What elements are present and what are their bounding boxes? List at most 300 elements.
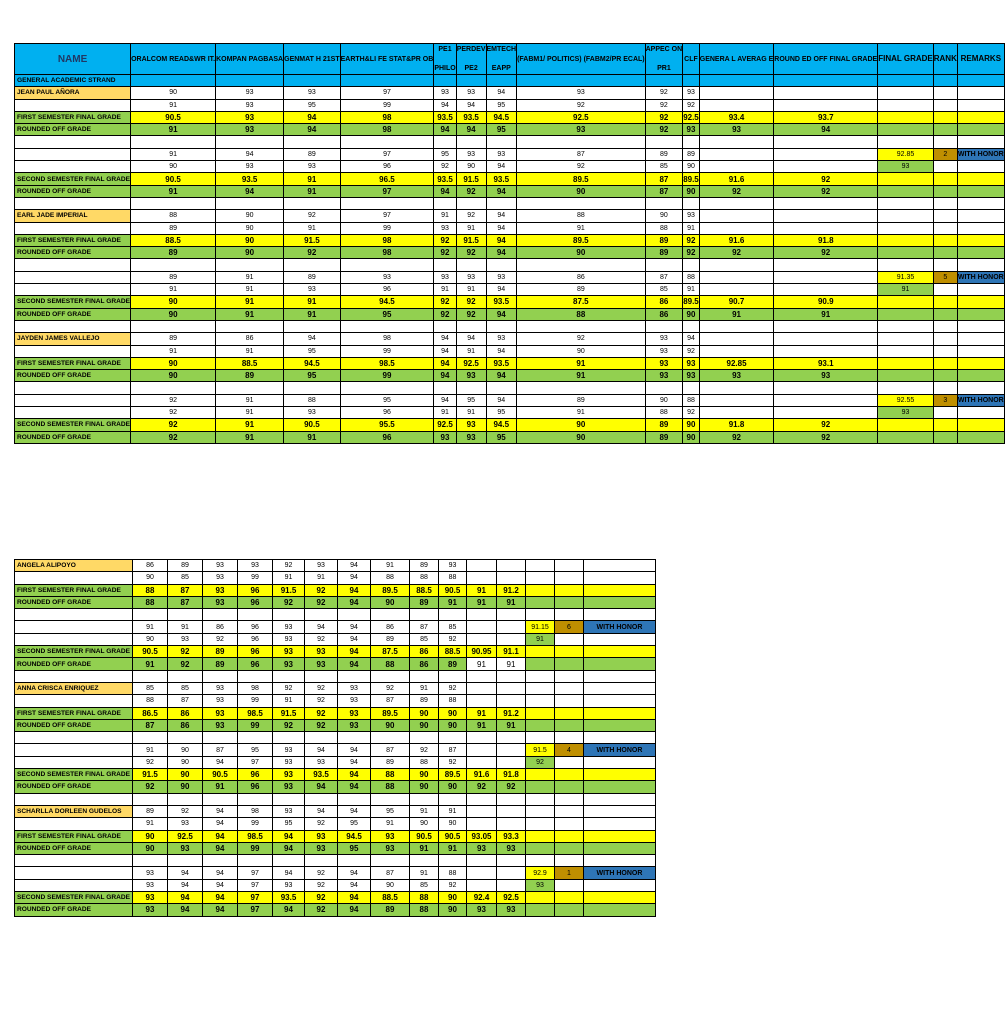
grade-cell: 91.6 [699, 234, 774, 246]
grade-cell: 91 [131, 99, 216, 111]
grade-cell: 96.5 [340, 173, 434, 185]
grade-cell: 92 [273, 596, 305, 608]
grade-cell: 91 [683, 284, 700, 296]
blank-cell [434, 320, 456, 332]
grade-cell: 91 [131, 284, 216, 296]
extra-cell [957, 111, 1004, 123]
grade-cell: 92 [774, 173, 878, 185]
blank-cell [340, 320, 434, 332]
first-sem-final-label: FIRST SEMESTER FINAL GRADE [15, 830, 133, 842]
blank-cell [497, 855, 526, 867]
blank-cell [273, 670, 305, 682]
grade-row [15, 419, 1005, 431]
blank-cell [284, 382, 341, 394]
grade-row [15, 222, 1005, 234]
blank-cell [284, 259, 341, 271]
grade-cell: 88 [133, 584, 168, 596]
grade-cell: 88 [645, 407, 683, 419]
blank-cell [878, 320, 934, 332]
grade-cell [497, 695, 526, 707]
extra-cell [555, 842, 584, 854]
grade-cell: 93 [338, 707, 371, 719]
grade-cell: 95 [340, 308, 434, 320]
blank-cell [15, 197, 131, 209]
grade-cell: 98 [340, 333, 434, 345]
grade-cell: 91 [216, 296, 284, 308]
first-sem-final-label: FIRST SEMESTER FINAL GRADE [15, 584, 133, 596]
blank-cell [305, 793, 338, 805]
grade-cell [497, 867, 526, 879]
grade-cell: 94 [216, 148, 284, 160]
grade-cell [774, 345, 878, 357]
grade-cell: 91.2 [497, 584, 526, 596]
grade-cell: 94 [338, 744, 371, 756]
extra-cell [555, 560, 584, 572]
blank-cell [434, 197, 456, 209]
grade-cell [497, 560, 526, 572]
grade-cell [467, 805, 497, 817]
grade-cell: 94 [338, 879, 371, 891]
grade-row [15, 572, 656, 584]
grade-cell: 86 [371, 621, 410, 633]
grade-cell: 88.5 [216, 357, 284, 369]
blank-cell [371, 670, 410, 682]
grade-cell: 91 [467, 596, 497, 608]
grade-cell: 93 [683, 357, 700, 369]
final-grade-rounded: 93 [878, 407, 934, 419]
final-grade-rounded: 91 [878, 284, 934, 296]
grade-cell: 91 [284, 222, 341, 234]
blank-cell [933, 259, 957, 271]
quarter-row [15, 271, 131, 283]
grade-cell: 96 [238, 769, 273, 781]
grade-cell [699, 333, 774, 345]
strand-cell [683, 75, 700, 87]
grade-cell: 90 [168, 744, 203, 756]
grade-cell: 93 [216, 99, 284, 111]
quarter-row [15, 744, 133, 756]
grade-cell: 92 [517, 99, 646, 111]
grade-cell: 94 [338, 892, 371, 904]
grade-cell: 96 [238, 658, 273, 670]
grade-cell: 93 [203, 719, 238, 731]
grade-cell: 92 [371, 682, 410, 694]
blank-cell [645, 320, 683, 332]
grade-cell: 96 [340, 284, 434, 296]
grade-cell: 93 [486, 148, 517, 160]
rank-header: RANK [933, 44, 957, 75]
blank-cell [284, 320, 341, 332]
blank-cell [878, 136, 934, 148]
grade-cell [699, 148, 774, 160]
grades-table-bottom [14, 559, 656, 917]
grade-cell: 85 [133, 682, 168, 694]
grade-cell: 93 [273, 756, 305, 768]
grade-cell: 87 [168, 695, 203, 707]
extra-cell [933, 431, 957, 443]
extra-cell [526, 646, 555, 658]
rounded-label: ROUNDED OFF GRADE [15, 904, 133, 916]
blank-cell [131, 320, 216, 332]
grade-cell: 93 [434, 222, 456, 234]
grade-cell: 91 [305, 572, 338, 584]
extra-cell [957, 296, 1004, 308]
grade-cell: 93 [699, 370, 774, 382]
grade-cell [467, 682, 497, 694]
grade-cell: 91 [517, 370, 646, 382]
grade-cell: 98 [340, 124, 434, 136]
grade-cell: 94 [338, 621, 371, 633]
final-grade: 91.35 [878, 271, 934, 283]
grade-cell: 92 [131, 394, 216, 406]
grade-cell: 90 [133, 842, 168, 854]
grade-cell: 94 [338, 560, 371, 572]
grade-cell: 93 [273, 633, 305, 645]
blank-cell [133, 793, 168, 805]
extra-cell [878, 87, 934, 99]
grade-cell: 91 [216, 345, 284, 357]
blank-cell [305, 732, 338, 744]
grade-cell: 93 [645, 370, 683, 382]
grade-cell: 90 [168, 756, 203, 768]
grade-cell: 91 [410, 682, 439, 694]
grade-cell: 93 [456, 431, 486, 443]
grade-cell: 93 [645, 345, 683, 357]
grade-cell [467, 695, 497, 707]
extra-cell [957, 185, 1004, 197]
grade-row [15, 185, 1005, 197]
grade-cell: 95 [338, 842, 371, 854]
grade-cell [467, 621, 497, 633]
grade-row [15, 87, 1005, 99]
rounded-label: ROUNDED OFF GRADE [15, 842, 133, 854]
subject-header [699, 44, 774, 75]
grade-cell: 90 [439, 818, 467, 830]
blank-cell [133, 855, 168, 867]
blank-cell [371, 609, 410, 621]
grade-cell: 92 [699, 185, 774, 197]
blank-cell [305, 855, 338, 867]
grade-cell: 92.5 [434, 419, 456, 431]
grade-cell: 91.8 [699, 419, 774, 431]
grade-cell: 92.5 [497, 892, 526, 904]
grade-cell: 94 [305, 805, 338, 817]
grade-cell: 89.5 [683, 174, 699, 184]
grade-cell: 94 [338, 633, 371, 645]
grade-cell: 86 [168, 707, 203, 719]
grade-cell: 94 [338, 596, 371, 608]
blank-cell [456, 197, 486, 209]
grade-cell: 88 [371, 769, 410, 781]
first-sem-final-label: FIRST SEMESTER FINAL GRADE [15, 111, 131, 123]
strand-cell [131, 75, 216, 87]
grade-cell: 91 [439, 596, 467, 608]
grade-cell: 89 [410, 596, 439, 608]
grade-cell: 94 [486, 247, 517, 259]
grade-cell: 85 [410, 633, 439, 645]
remarks: WITH HONOR [584, 744, 656, 756]
extra-cell [555, 756, 584, 768]
grade-cell: 91 [203, 781, 238, 793]
grade-row [15, 658, 656, 670]
grade-cell [497, 756, 526, 768]
grade-cell: 87 [645, 173, 683, 185]
blank-cell [168, 793, 203, 805]
subject-header [774, 44, 878, 75]
grade-cell: 93 [699, 124, 774, 136]
blank-cell [467, 609, 497, 621]
grade-row [15, 308, 1005, 320]
rounded-label: ROUNDED OFF GRADE [15, 247, 131, 259]
rounded-label: ROUNDED OFF GRADE [15, 658, 133, 670]
extra-cell [555, 596, 584, 608]
rounded-label: ROUNDED OFF GRADE [15, 431, 131, 443]
extra-cell [555, 633, 584, 645]
blank-cell [645, 197, 683, 209]
blank-cell [203, 732, 238, 744]
grade-cell: 94 [338, 769, 371, 781]
blank-cell [131, 136, 216, 148]
blank-cell [273, 855, 305, 867]
extra-cell [584, 572, 656, 584]
grade-row [15, 333, 1005, 345]
grade-cell: 94 [683, 333, 700, 345]
grade-row [15, 560, 656, 572]
extra-cell [957, 333, 1004, 345]
remarks: WITH HONOR [957, 394, 1004, 406]
grade-cell: 93 [486, 271, 517, 283]
blank-cell [456, 259, 486, 271]
blank-cell [15, 382, 131, 394]
student-name: JAYDEN JAMES VALLEJO [15, 333, 131, 345]
grade-cell: 91 [216, 308, 284, 320]
blank-cell [584, 855, 656, 867]
blank-cell [168, 609, 203, 621]
blank-cell [456, 382, 486, 394]
extra-cell [584, 781, 656, 793]
strand-cell [284, 75, 341, 87]
extra-cell [933, 419, 957, 431]
grade-cell: 95 [340, 394, 434, 406]
grade-cell: 90 [133, 633, 168, 645]
grade-cell: 87.5 [517, 296, 646, 308]
grade-cell: 94 [338, 584, 371, 596]
extra-cell [584, 879, 656, 891]
grade-cell: 88 [410, 892, 439, 904]
grade-cell: 91 [284, 308, 341, 320]
subject-header-bottom: PR1 [657, 65, 671, 72]
grade-cell: 91 [284, 296, 341, 308]
grade-cell: 91 [517, 357, 646, 369]
remarks: WITH HONOR [957, 148, 1004, 160]
grade-cell: 92.5 [456, 357, 486, 369]
grade-cell: 92 [456, 296, 486, 308]
extra-cell [526, 658, 555, 670]
grade-cell [774, 222, 878, 234]
extra-cell [584, 805, 656, 817]
grade-cell: 92 [439, 633, 467, 645]
grade-cell: 96 [238, 621, 273, 633]
extra-cell [878, 431, 934, 443]
grade-cell: 91 [133, 658, 168, 670]
extra-cell [933, 296, 957, 308]
grade-cell: 92 [305, 719, 338, 731]
grade-cell: 93 [371, 830, 410, 842]
grade-cell: 92 [434, 234, 456, 246]
extra-cell [878, 173, 934, 185]
grade-cell: 91 [456, 345, 486, 357]
grade-cell: 93 [486, 333, 517, 345]
grade-cell [699, 407, 774, 419]
subject-header-top: (FABM1/ POLITICS) (FABM2/PR ECAL) [517, 55, 645, 63]
grade-cell: 92.5 [683, 113, 699, 123]
grade-cell: 92 [683, 247, 700, 259]
strand-cell [699, 75, 774, 87]
grade-cell: 90 [683, 431, 700, 443]
grade-cell: 99 [238, 719, 273, 731]
grade-cell: 88 [133, 695, 168, 707]
extra-cell [878, 357, 934, 369]
grade-cell: 86 [133, 560, 168, 572]
subject-header [486, 44, 517, 75]
final-grade-rounded: 91 [526, 633, 555, 645]
blank-cell [933, 320, 957, 332]
blank-cell [878, 197, 934, 209]
subject-header-top: GENERA L AVERAG E [699, 55, 774, 63]
grade-row [15, 173, 1005, 185]
grade-cell: 91 [284, 185, 341, 197]
quarter-row [15, 867, 133, 879]
blank-cell [273, 793, 305, 805]
blank-cell [526, 670, 555, 682]
extra-cell [957, 431, 1004, 443]
blank-cell [878, 259, 934, 271]
grade-cell: 91 [467, 584, 497, 596]
grade-cell: 91 [497, 596, 526, 608]
grade-cell: 92 [305, 633, 338, 645]
extra-cell [584, 892, 656, 904]
blank-cell [774, 136, 878, 148]
grade-row [15, 124, 1005, 136]
blank-cell [338, 793, 371, 805]
grade-cell: 91 [131, 148, 216, 160]
grade-cell: 85 [168, 572, 203, 584]
grade-cell: 94 [273, 867, 305, 879]
blank-cell [216, 382, 284, 394]
blank-cell [434, 382, 456, 394]
blank-cell [497, 732, 526, 744]
strand-cell [878, 75, 934, 87]
grade-cell: 88 [439, 572, 467, 584]
grade-row [15, 842, 656, 854]
extra-cell [957, 407, 1004, 419]
blank-cell [467, 732, 497, 744]
grade-cell: 93 [467, 904, 497, 916]
student-name: SCHARLLA DORLEEN GUDELOS [15, 805, 133, 817]
blank-cell [555, 609, 584, 621]
grade-cell: 91 [216, 431, 284, 443]
grade-cell [467, 756, 497, 768]
grade-cell: 90.5 [439, 830, 467, 842]
grade-cell: 90 [439, 904, 467, 916]
grade-cell: 85 [410, 879, 439, 891]
extra-cell [584, 584, 656, 596]
grade-cell: 92 [645, 124, 683, 136]
blank-cell [456, 320, 486, 332]
extra-cell [933, 308, 957, 320]
grade-cell: 98 [238, 805, 273, 817]
grade-cell: 92 [497, 781, 526, 793]
grade-cell: 87 [371, 744, 410, 756]
grade-cell: 94 [486, 284, 517, 296]
grade-row [15, 284, 1005, 296]
extra-cell [526, 572, 555, 584]
blank-cell [410, 855, 439, 867]
grade-cell: 95 [338, 818, 371, 830]
grade-cell: 91.6 [467, 769, 497, 781]
extra-cell [555, 572, 584, 584]
grade-cell: 96 [238, 646, 273, 658]
grade-cell: 93 [305, 756, 338, 768]
grade-cell: 93.5 [486, 173, 517, 185]
blank-cell [439, 793, 467, 805]
blank-cell [216, 197, 284, 209]
grade-cell: 90.5 [203, 769, 238, 781]
subject-header-bottom: PHILO [434, 65, 456, 72]
blank-cell [699, 136, 774, 148]
grade-cell: 93 [133, 867, 168, 879]
grade-cell: 90 [439, 781, 467, 793]
grade-cell: 93 [284, 407, 341, 419]
grade-cell: 90 [645, 394, 683, 406]
subject-header [456, 44, 486, 75]
grade-cell: 93 [456, 87, 486, 99]
quarter-row [15, 818, 133, 830]
strand-cell [517, 75, 646, 87]
grade-cell: 94 [168, 892, 203, 904]
blank-cell [238, 793, 273, 805]
grade-cell: 89 [645, 247, 683, 259]
blank-cell [238, 732, 273, 744]
grade-cell: 94 [338, 658, 371, 670]
blank-cell [284, 197, 341, 209]
grade-cell: 91 [216, 419, 284, 431]
extra-cell [526, 584, 555, 596]
grade-cell: 92 [273, 682, 305, 694]
grade-cell [774, 271, 878, 283]
second-sem-final-label: SECOND SEMESTER FINAL GRADE [15, 892, 133, 904]
grade-cell: 90 [439, 707, 467, 719]
remarks: WITH HONOR [584, 867, 656, 879]
rank: 1 [555, 867, 584, 879]
grade-cell: 87 [517, 148, 646, 160]
blank-cell [933, 197, 957, 209]
grade-cell: 94 [338, 756, 371, 768]
grade-cell: 93 [456, 271, 486, 283]
grade-cell: 90.95 [467, 646, 497, 658]
blank-cell [517, 259, 646, 271]
grade-cell: 90 [131, 370, 216, 382]
grade-cell: 93 [216, 87, 284, 99]
grade-cell: 88 [410, 904, 439, 916]
grade-cell: 90 [131, 308, 216, 320]
extra-cell [555, 719, 584, 731]
blank-cell [216, 320, 284, 332]
grade-cell [774, 161, 878, 173]
grade-cell: 89 [371, 633, 410, 645]
blank-cell [203, 670, 238, 682]
strand-cell [645, 75, 683, 87]
